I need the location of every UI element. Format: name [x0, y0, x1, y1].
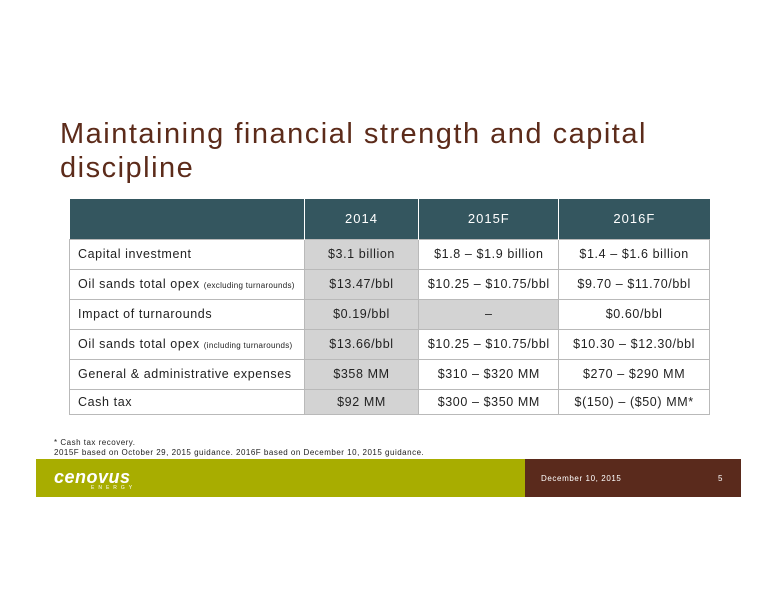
cell-2015f: $10.25 – $10.75/bbl [419, 269, 559, 299]
cell-2016f: $1.4 – $1.6 billion [559, 239, 710, 269]
footnote-cash-tax: * Cash tax recovery. [54, 438, 136, 447]
cell-2014: $358 MM [304, 359, 419, 389]
row-label [70, 269, 305, 299]
row-label-text: Oil sands total opex [78, 277, 200, 291]
cell-2014: $0.19/bbl [304, 299, 419, 329]
cell-2015f: $300 – $350 MM [419, 389, 559, 414]
footnotes [54, 438, 424, 458]
cell-2015f: $1.8 – $1.9 billion [419, 239, 559, 269]
page-number: 5 [718, 474, 723, 483]
table-row [70, 239, 710, 269]
header-cell-2016f: 2016F [559, 199, 710, 239]
cell-2014: $3.1 billion [304, 239, 419, 269]
cell-2016f: $9.70 – $11.70/bbl [559, 269, 710, 299]
row-label [70, 239, 305, 269]
row-qualifier: (including turnarounds) [203, 341, 293, 350]
financial-table [69, 199, 710, 415]
table-row [70, 389, 710, 414]
slide-title: Maintaining financial strength and capital discipline [60, 118, 647, 184]
footnote-guidance: 2015F based on October 29, 2015 guidance. 2016F based on December 10, 2015 guidance. [54, 448, 425, 457]
header-cell-2015f: 2015F [419, 199, 559, 239]
cell-2014: $13.47/bbl [304, 269, 419, 299]
table-row [70, 299, 710, 329]
cell-2016f: $10.30 – $12.30/bbl [559, 329, 710, 359]
row-label-text: Oil sands total opex [78, 337, 200, 351]
table-header-row [70, 199, 710, 239]
row-label [70, 359, 305, 389]
row-label-text: Capital investment [78, 247, 192, 261]
row-label [70, 329, 305, 359]
row-label-text: Cash tax [78, 394, 133, 409]
table-row [70, 329, 710, 359]
cell-2015f: – [419, 299, 559, 329]
table-row [70, 359, 710, 389]
cell-2015f: $310 – $320 MM [419, 359, 559, 389]
cell-2015f: $10.25 – $10.75/bbl [419, 329, 559, 359]
header-cell-2014: 2014 [304, 199, 419, 239]
footer-date: December 10, 2015 [541, 474, 622, 483]
cell-2014: $13.66/bbl [304, 329, 419, 359]
row-label [70, 299, 305, 329]
cell-2016f: $(150) – ($50) MM* [559, 389, 710, 414]
cell-2016f: $0.60/bbl [559, 299, 710, 329]
footer-bar [36, 459, 741, 497]
cell-2016f: $270 – $290 MM [559, 359, 710, 389]
cenovus-logo-subtext: ENERGY [91, 485, 137, 491]
header-cell-empty [70, 199, 305, 239]
row-label [70, 389, 305, 414]
cell-2014: $92 MM [304, 389, 419, 414]
row-label-text: General & administrative expenses [78, 367, 292, 381]
table-row [70, 269, 710, 299]
footer-green-band [36, 459, 525, 497]
row-label-text: Impact of turnarounds [78, 307, 213, 321]
row-qualifier: (excluding turnarounds) [203, 281, 295, 290]
cenovus-logo: cenovus [54, 467, 131, 487]
